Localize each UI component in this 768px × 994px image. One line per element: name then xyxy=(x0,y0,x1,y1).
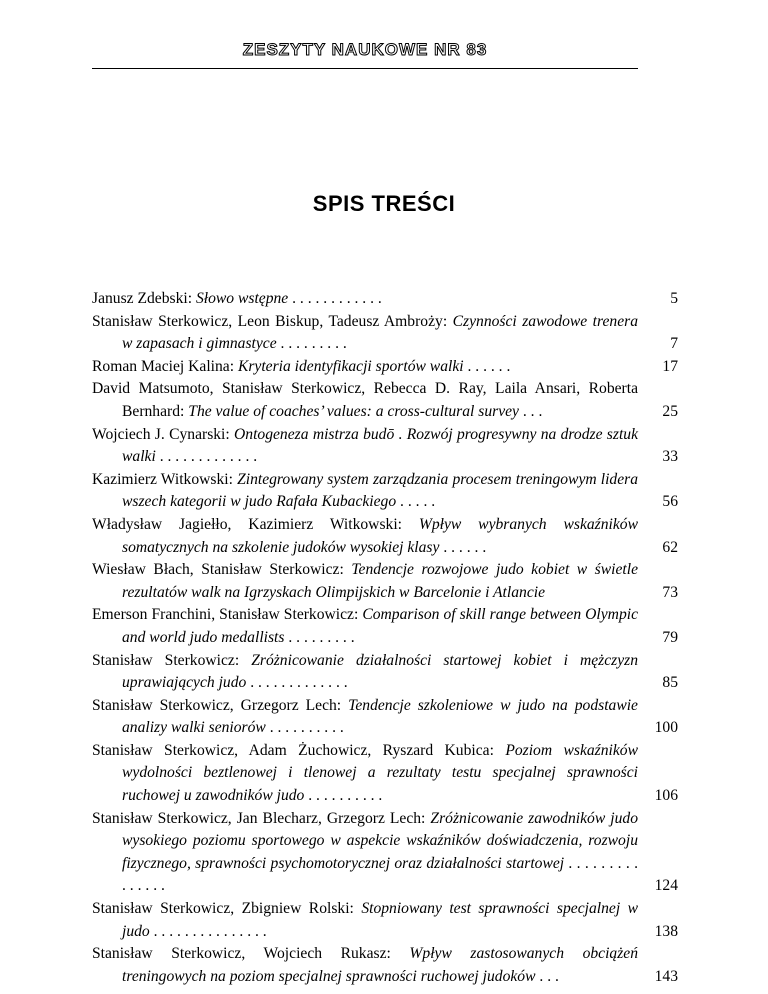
toc-entry-title: Tendencje rozwojowe judo kobiet w świetle rezultatów walk na Igrzyskach Olimpijskich w Barcelonie i Atlancie xyxy=(122,561,638,601)
toc-dot-leader: . . . xyxy=(518,402,543,420)
toc-dot-leader: . . . . . . . . . . xyxy=(304,787,383,805)
toc-entry-authors: Stanisław Sterkowicz, Jan Blecharz, Grzegorz Lech: xyxy=(92,809,431,827)
toc-entry-text xyxy=(92,378,638,423)
toc-entry-authors: Roman Maciej Kalina: xyxy=(92,357,238,375)
toc-entry-authors: Janusz Zdebski: xyxy=(92,290,196,307)
toc-entry-title: Ontogeneza mistrza budō . Rozwój progresywny na drodze sztuk walki xyxy=(122,425,638,466)
toc-dot-leader: . . . . . . . . . . . . . . . xyxy=(122,854,638,895)
toc-dot-leader: . . . . . . xyxy=(439,538,487,556)
header-rule xyxy=(92,68,638,69)
toc-dot-leader: . . . xyxy=(535,967,559,985)
toc-entry[interactable] xyxy=(92,469,678,514)
table-of-contents xyxy=(92,288,678,988)
toc-entry[interactable] xyxy=(92,288,678,311)
toc-entry-authors: Kazimierz Witkowski: xyxy=(92,470,238,488)
toc-entry-title: The value of coaches’ values: a cross-cultural survey xyxy=(188,402,519,420)
toc-entry-authors: Wojciech J. Cynarski: xyxy=(92,425,235,443)
toc-entry-title: Wpływ wybranych wskaźników somatycznych na szkolenie judoków wysokiej klasy xyxy=(122,515,638,556)
toc-dot-leader: . . . . . . . . . . . . . xyxy=(155,448,258,466)
running-head: ZESZYTY NAUKOWE NR 83 xyxy=(242,40,488,59)
toc-page-number: 100 xyxy=(654,719,678,737)
toc-dot-leader: . . . . . . . . . xyxy=(284,628,355,646)
toc-entry-authors: Stanisław Sterkowicz, Grzegorz Lech: xyxy=(92,696,349,714)
toc-entry-text xyxy=(92,514,638,559)
page-title: SPIS TREŚCI xyxy=(312,191,456,216)
toc-entry-authors: Emerson Franchini, Stanisław Sterkowicz: xyxy=(92,606,363,624)
toc-dot-leader: . . . . . . . . . xyxy=(276,335,347,353)
toc-page-number: 79 xyxy=(662,628,678,646)
toc-entry-text xyxy=(92,469,638,514)
toc-entry-text xyxy=(92,559,638,604)
toc-entry-text xyxy=(92,898,638,943)
toc-entry[interactable] xyxy=(92,514,678,559)
toc-entry-title: Wpływ zastosowanych obciążeń treningowych na poziom specjalnej sprawności ruchowej judoków xyxy=(122,945,638,985)
toc-page-number: 106 xyxy=(654,787,678,805)
toc-entry-title: Stopniowany test sprawności specjalnej w judo xyxy=(122,900,638,940)
toc-entry-text xyxy=(92,650,638,695)
toc-entry[interactable] xyxy=(92,378,678,423)
toc-entry-title: Poziom wskaźników wydolności beztlenowej i tlenowej a rezultaty testu specjalnej sprawności ruchowej u zawodników judo xyxy=(122,741,638,805)
toc-entry-authors: Stanisław Sterkowicz, Zbigniew Rolski: xyxy=(92,900,362,918)
toc-entry-title: Zintegrowany system zarządzania procesem treningowym lidera wszech kategorii w judo Rafała Kubackiego xyxy=(122,470,639,511)
toc-entry-title: Czynności zawodowe trenera w zapasach i gimnastyce xyxy=(122,312,638,353)
toc-page-number: 138 xyxy=(654,922,678,940)
toc-dot-leader: . . . . . . . . . . xyxy=(265,719,344,737)
toc-entry[interactable] xyxy=(92,356,678,379)
toc-entry-text xyxy=(92,943,638,988)
toc-entry-authors: Stanisław Sterkowicz, Adam Żuchowicz, Ryszard Kubica: xyxy=(92,741,506,759)
toc-page-number: 33 xyxy=(662,448,678,466)
toc-entry-authors: Władysław Jagiełło, Kazimierz Witkowski: xyxy=(92,515,419,533)
toc-dot-leader: . . . . . . xyxy=(463,357,511,375)
toc-entry-text xyxy=(92,424,638,469)
toc-entry-title: Zróżnicowanie działalności startowej kobiet i mężczyzn uprawiających judo xyxy=(122,651,638,692)
toc-entry[interactable] xyxy=(92,740,678,808)
toc-page-number: 7 xyxy=(670,335,678,353)
toc-entry-authors: Stanisław Sterkowicz: xyxy=(92,651,252,669)
toc-dot-leader: . . . . . . . . . . . . . . . xyxy=(149,922,267,940)
toc-entry[interactable] xyxy=(92,650,678,695)
toc-entry-authors: Stanisław Sterkowicz, Wojciech Rukasz: xyxy=(92,945,410,963)
toc-entry-authors: Wiesław Błach, Stanisław Sterkowicz: xyxy=(92,561,352,579)
toc-entry[interactable] xyxy=(92,898,678,943)
toc-page-number: 73 xyxy=(662,583,678,601)
toc-entry-title: Tendencje szkoleniowe w judo na podstawie analizy walki seniorów xyxy=(122,696,638,737)
toc-page-number: 25 xyxy=(662,402,678,420)
toc-entry-authors: David Matsumoto, Stanisław Sterkowicz, Rebecca D. Ray, Laila Ansari, Roberta Bernhard: xyxy=(92,380,638,420)
toc-entry-text xyxy=(92,356,638,379)
toc-entry[interactable] xyxy=(92,559,678,604)
toc-entry-authors: Stanisław Sterkowicz, Leon Biskup, Tadeusz Ambroży: xyxy=(92,312,453,330)
toc-entry-text xyxy=(92,740,638,808)
toc-page-number: 124 xyxy=(654,877,678,895)
toc-entry[interactable] xyxy=(92,943,678,988)
toc-entry-text xyxy=(92,311,638,356)
toc-entry-title: Słowo wstępne xyxy=(195,290,289,307)
toc-page-number: 85 xyxy=(662,674,678,692)
toc-entry[interactable] xyxy=(92,424,678,469)
toc-dot-leader: . . . . . . . . . . . . . xyxy=(246,674,348,692)
toc-page-number: 17 xyxy=(662,357,678,375)
toc-entry-text xyxy=(92,808,638,898)
toc-entry[interactable] xyxy=(92,604,678,649)
toc-entry-title: Kryteria identyfikacji sportów walki xyxy=(237,357,464,375)
toc-page-number: 56 xyxy=(662,493,678,511)
toc-entry-title: Comparison of skill range between Olympic and world judo medallists xyxy=(122,606,638,646)
toc-page-number: 62 xyxy=(662,538,678,556)
toc-dot-leader: . . . . . xyxy=(396,493,436,511)
toc-page-number: 5 xyxy=(670,290,678,307)
toc-entry[interactable] xyxy=(92,311,678,356)
toc-entry-title: Zróżnicowanie zawodników judo wysokiego poziomu sportowego w aspekcie wskaźników doświadczenia, rozwoju fizycznego, sprawności psychomotorycznej oraz działalności startowej xyxy=(122,809,638,872)
toc-dot-leader: . . . . . . . . . . . . xyxy=(288,290,382,307)
toc-entry[interactable] xyxy=(92,695,678,740)
toc-entry[interactable] xyxy=(92,808,678,898)
toc-entry-text xyxy=(92,604,638,649)
toc-page-number: 143 xyxy=(654,967,678,985)
toc-entry-text xyxy=(92,695,638,740)
toc-entry-text xyxy=(92,288,638,311)
